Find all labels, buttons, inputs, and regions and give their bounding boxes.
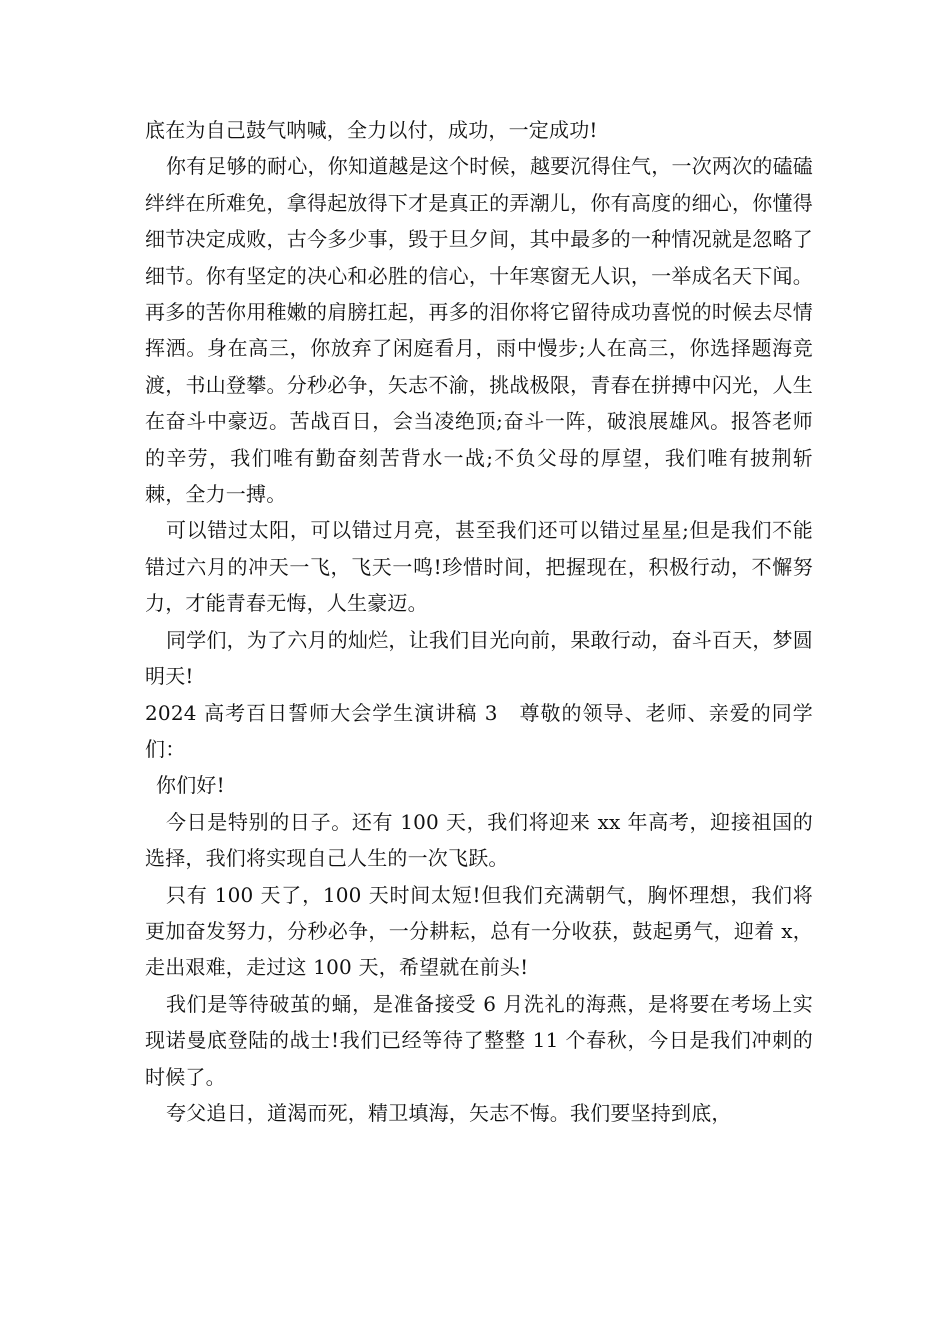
paragraph-4: 同学们，为了六月的灿烂，让我们目光向前，果敢行动，奋斗百天，梦圆明天!	[145, 627, 813, 689]
document-page	[145, 112, 813, 1131]
greeting-paragraph: 你们好!	[156, 773, 225, 798]
paragraph-7: 今日是特别的日子。还有 100 天，我们将迎来 xx 年高考，迎接祖国的选择，我们将实现自己人生的一次飞跃。	[145, 809, 813, 871]
paragraph-9: 我们是等待破茧的蛹，是准备接受 6 月洗礼的海燕，是将要在考场上实现诺曼底登陆的战士!我们已经等待了整整 11 个春秋，今日是我们冲刺的时候了。	[145, 991, 813, 1089]
paragraph-3: 可以错过太阳，可以错过月亮，甚至我们还可以错过星星;但是我们不能错过六月的冲天一飞，飞天一鸣!珍惜时间，把握现在，积极行动，不懈努力，才能青春无悔，人生豪迈。	[145, 518, 813, 616]
paragraph-10: 夸父追日，道渴而死，精卫填海，矢志不悔。我们要坚持到底，	[166, 1100, 732, 1125]
paragraph-8: 只有 100 天了，100 天时间太短!但我们充满朝气，胸怀理想，我们将更加奋发努力，分秒必争，一分耕耘，总有一分收获，鼓起勇气，迎着 x，走出艰难，走过这 100 天，希望就在前头!	[145, 882, 813, 980]
paragraph-1: 底在为自己鼓气呐喊，全力以付，成功，一定成功!	[145, 118, 598, 142]
speech-heading-paragraph: 2024 高考百日誓师大会学生演讲稿 3 尊敬的领导、老师、亲爱的同学们：	[145, 700, 813, 761]
paragraph-2: 你有足够的耐心，你知道越是这个时候，越要沉得住气，一次两次的磕磕绊绊在所难免，拿得起放得下才是真正的弄潮儿，你有高度的细心，你懂得细节决定成败，古今多少事，毁于旦夕间，其中最多的一种情况就是忽略了细节。你有坚定的决心和必胜的信心，十年寒窗无人识，一举成名天下闻。再多的苦你用稚嫩的肩膀扛起，再多的泪你将它留待成功喜悦的时候去尽情挥洒。身在高三，你放弃了闲庭看月，雨中慢步;人在高三，你选择题海竞渡，书山登攀。分秒必争，矢志不渝，挑战极限，青春在拼搏中闪光，人生在奋斗中豪迈。苦战百日，会当凌绝顶;奋斗一阵，破浪展雄风。报答老师的辛劳，我们唯有勤奋刻苦背水一战;不负父母的厚望，我们唯有披荆斩棘，全力一搏。	[145, 154, 813, 507]
